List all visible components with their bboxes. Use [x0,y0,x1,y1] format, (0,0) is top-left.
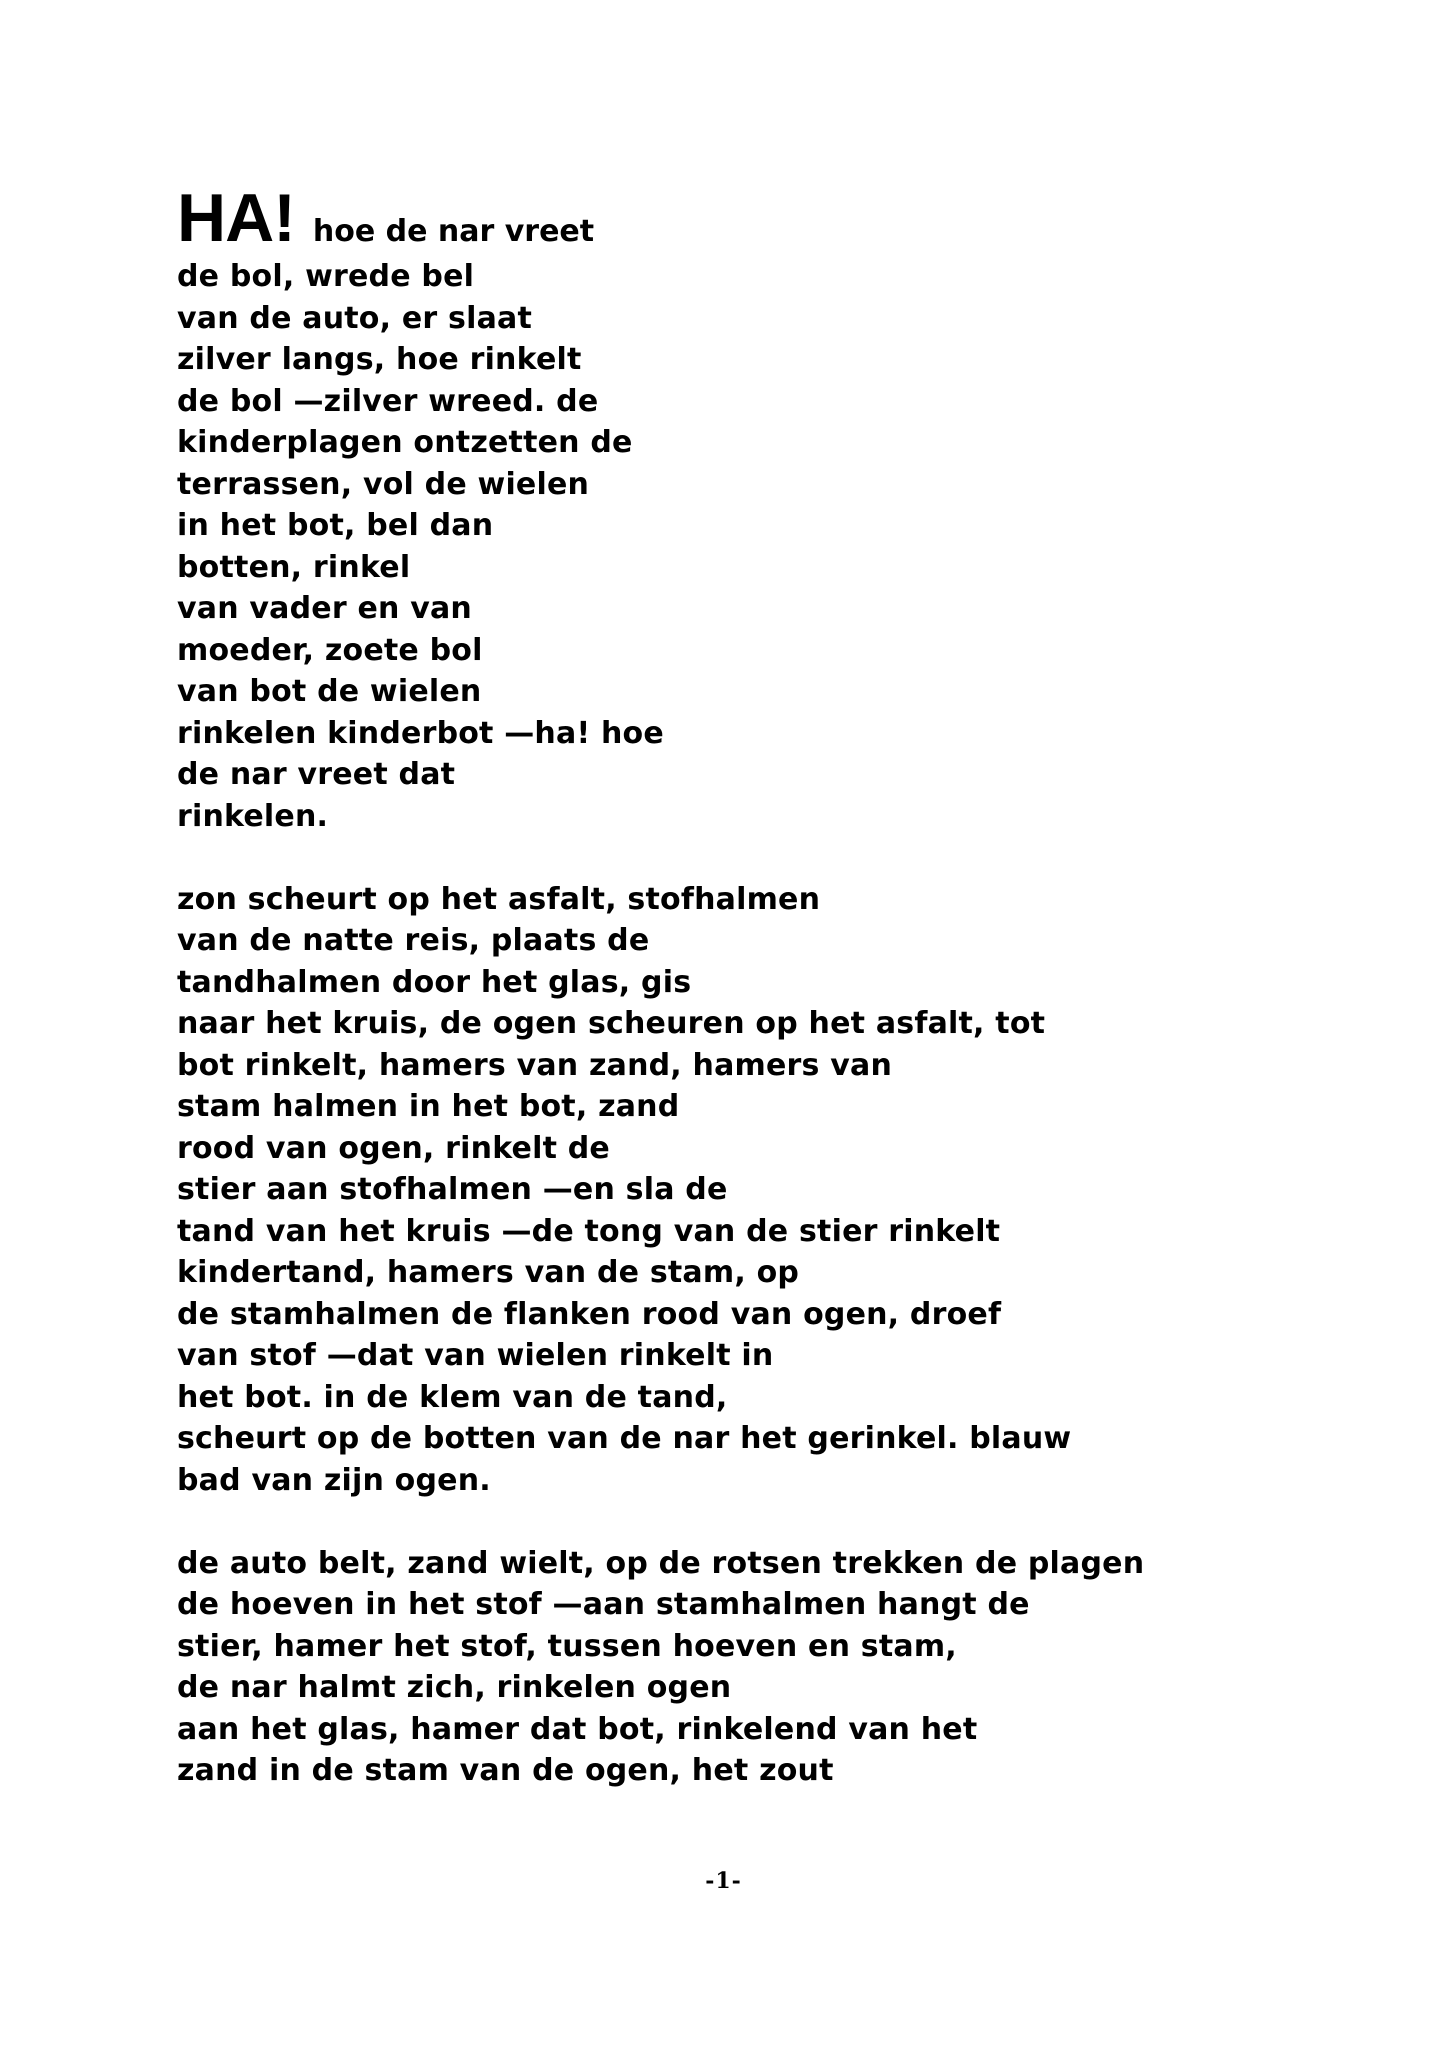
poem-line: de nar vreet dat [177,757,456,792]
poem-line: de hoeven in het stof —aan stamhalmen hangt de [177,1587,1030,1622]
poem-line: bot rinkelt, hamers van zand, hamers van [177,1047,893,1083]
stanza-divider [177,1501,1357,1543]
poem-line: rood van ogen, rinkelt de [177,1130,610,1166]
poem-line: de stamhalmen de flanken rood van ogen, droef [177,1296,1002,1332]
poem-body [177,180,1357,1792]
poem-line: van bot de wielen [177,674,482,709]
poem-line: van de natte reis, plaats de [177,923,650,958]
poem-line: zon scheurt op het asfalt, stofhalmen [177,881,821,917]
page-number: -1- [705,1868,742,1894]
poem-line: botten, rinkel [177,549,411,585]
poem-line: stam halmen in het bot, zand [177,1089,680,1124]
poem-line: zand in de stam van de ogen, het zout [177,1753,834,1788]
poem-line: rinkelen kinderbot —ha! hoe [177,715,664,751]
poem-line: stier aan stofhalmen —en sla de [177,1172,728,1207]
stanza-divider [177,837,1357,879]
poem-line: van stof —dat van wielen rinkelt in [177,1338,774,1373]
poem-line: moeder, zoete bol [177,632,483,668]
poem-line: bad van zijn ogen. [177,1462,491,1498]
stanza-2 [177,879,1357,1502]
poem-line: zilver langs, hoe rinkelt [177,342,582,377]
poem-first-line [177,180,1357,256]
poem-line: tandhalmen door het glas, gis [177,964,692,1000]
poem-line: de auto belt, zand wielt, op de rotsen trekken de plagen [177,1545,1145,1581]
poem-line: de bol —zilver wreed. de [177,383,599,419]
poem-line: aan het glas, hamer dat bot, rinkelend van het [177,1711,978,1747]
poem-line: naar het kruis, de ogen scheuren op het asfalt, tot [177,1006,1046,1041]
poem-first-line-text: hoe de nar vreet [312,214,595,249]
poem-line: de nar halmt zich, rinkelen ogen [177,1670,732,1705]
poem-line: de bol, wrede bel [177,259,475,294]
poem-line: kindertand, hamers van de stam, op [177,1255,800,1290]
poem-line: rinkelen. [177,798,329,834]
stanza-1 [177,256,1357,837]
poem-line: van de auto, er slaat [177,300,533,336]
poem-line: het bot. in de klem van de tand, [177,1379,728,1415]
poem-line: scheurt op de botten van de nar het gerinkel. blauw [177,1421,1072,1456]
stanza-3 [177,1543,1357,1792]
poem-line: kinderplagen ontzetten de [177,425,633,460]
poem-line: stier, hamer het stof, tussen hoeven en stam, [177,1628,957,1664]
poem-line: terrassen, vol de wielen [177,466,590,502]
poem-line: in het bot, bel dan [177,508,494,543]
poem-line: tand van het kruis —de tong van de stier rinkelt [177,1213,1001,1249]
poem-line: van vader en van [177,591,472,626]
poem-title-word: HA! [177,180,295,256]
